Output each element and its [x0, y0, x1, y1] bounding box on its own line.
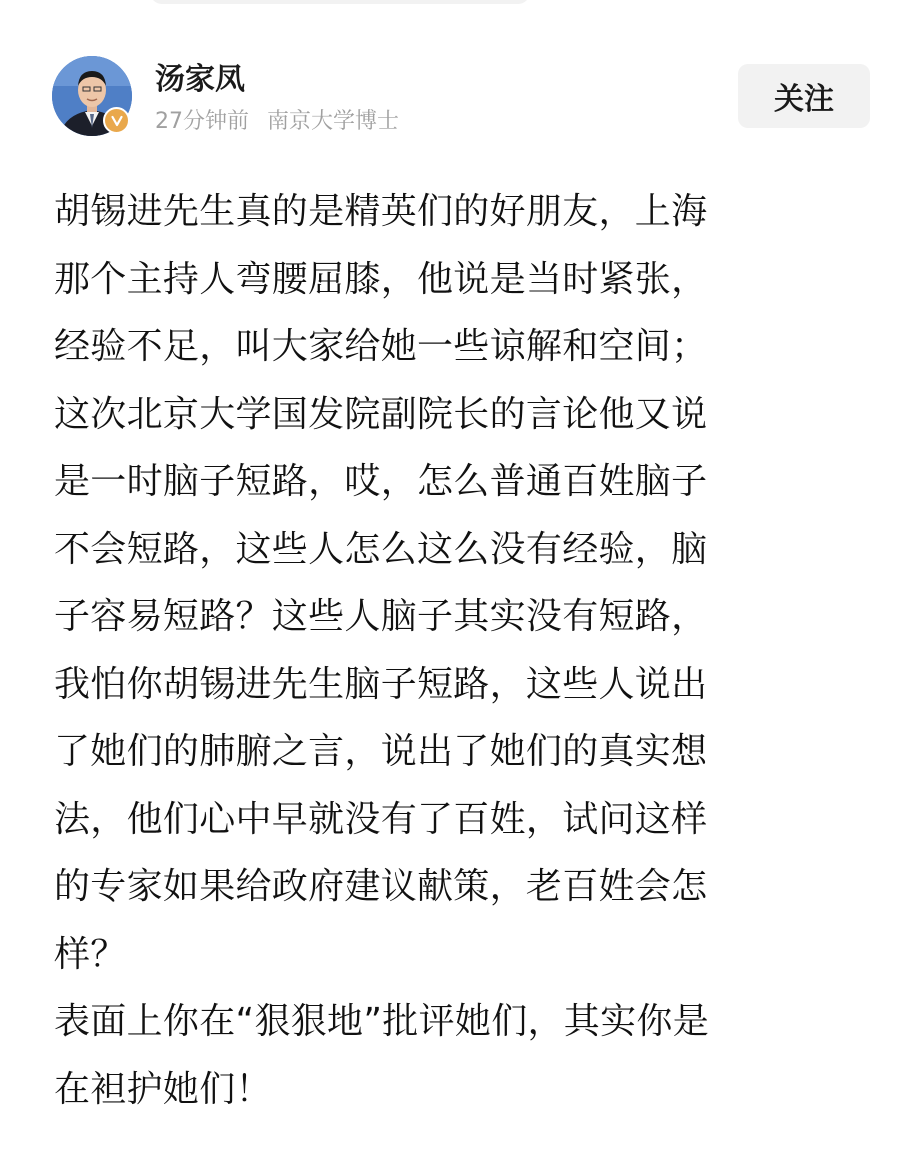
post-line: 是一时脑子短路，哎，怎么普通百姓脑子 — [54, 461, 708, 502]
post-line: 样？ — [54, 933, 127, 975]
post-meta — [155, 107, 399, 137]
post-line: 那个主持人弯腰屈膝，他说是当时紧张， — [54, 258, 708, 300]
verified-v-icon — [103, 107, 130, 134]
post-line: 子容易短路？这些人脑子其实没有短路， — [54, 596, 708, 637]
post-line: 了她们的肺腑之言，说出了她们的真实想 — [54, 731, 708, 772]
post-header — [0, 0, 922, 150]
post-line: 法，他们心中早就没有了百姓，试问这样 — [54, 798, 708, 840]
post-line: 的专家如果给政府建议献策，老百姓会怎 — [54, 866, 708, 907]
post-line: 这次北京大学国发院副院长的言论他又说 — [54, 393, 708, 435]
post-line: 胡锡进先生真的是精英们的好朋友，上海 — [54, 191, 708, 232]
post-body — [54, 178, 844, 1123]
post-line: 我怕你胡锡进先生脑子短路，这些人说出 — [54, 663, 708, 705]
post-line: 表面上你在“狠狠地”批评她们，其实你是 — [54, 1001, 710, 1042]
post-time: 27分钟前 — [155, 109, 249, 134]
post-line: 经验不足，叫大家给她一些谅解和空间； — [54, 326, 708, 367]
post-line: 不会短路，这些人怎么这么没有经验，脑 — [54, 528, 708, 570]
author-name[interactable]: 汤家凤 — [155, 62, 245, 97]
post-line: 在袒护她们！ — [54, 1068, 272, 1110]
author-title: 南京大学博士 — [267, 109, 400, 134]
follow-button[interactable]: 关注 — [738, 64, 870, 128]
